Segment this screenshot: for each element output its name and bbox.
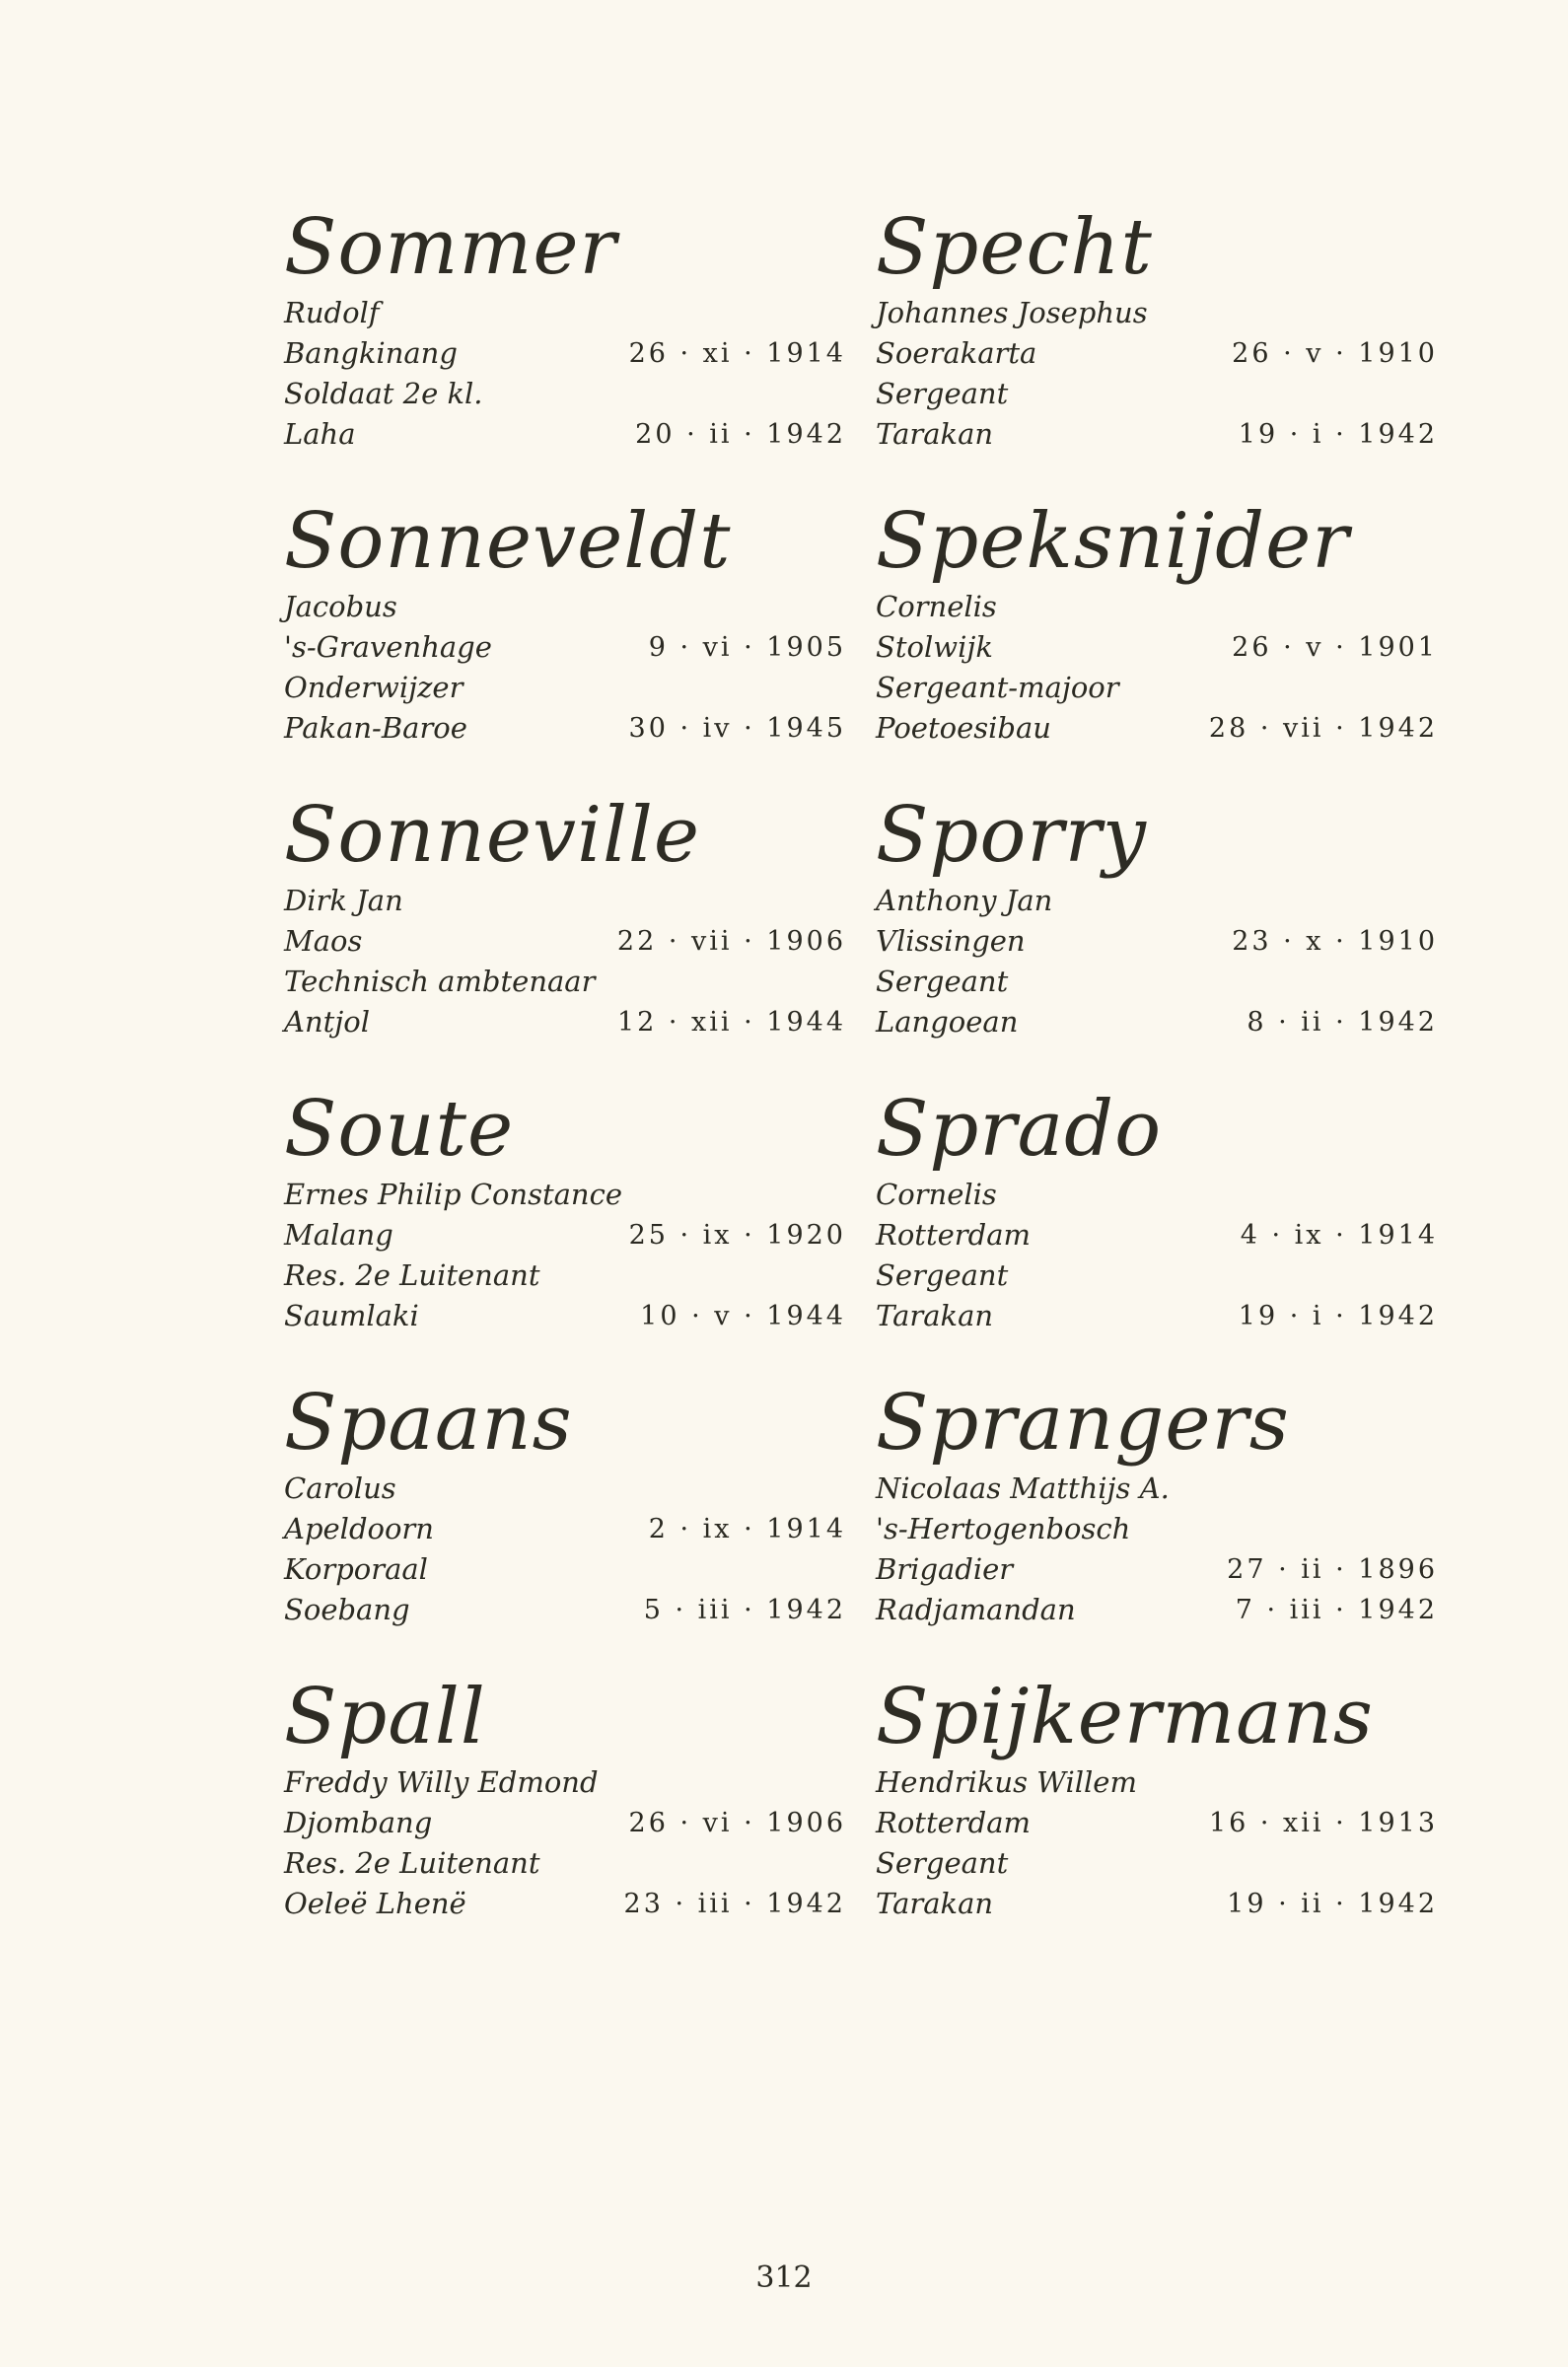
memorial-entry (876, 1378, 1458, 1672)
death-line (876, 1296, 1458, 1336)
rank: Brigadier (876, 1552, 1014, 1586)
death-line (284, 1002, 866, 1042)
memorial-entry (284, 202, 866, 496)
deathdate: 5 · iii · 1942 (643, 1595, 846, 1625)
birth-line (876, 1215, 1458, 1255)
deathdate: 30 · iv · 1945 (628, 713, 846, 744)
deathdate: 19 · i · 1942 (1238, 419, 1438, 450)
rank-line (876, 1549, 1458, 1590)
rank: Technisch ambtenaar (284, 965, 596, 998)
birth-line (284, 921, 866, 962)
birthdate: 22 · vii · 1906 (616, 926, 846, 957)
rank: Soldaat 2e kl. (284, 377, 483, 410)
birthdate: 26 · vi · 1906 (628, 1808, 846, 1838)
rank: Sergeant-majoor (876, 671, 1119, 704)
birth-line (284, 1509, 866, 1549)
birth-line (876, 333, 1458, 374)
birthdate: 4 · ix · 1914 (1240, 1220, 1438, 1251)
memorial-entry (284, 1672, 866, 1966)
birthdate: 25 · ix · 1920 (628, 1220, 846, 1251)
memorial-entry (284, 496, 866, 790)
deathplace: Laha (284, 417, 356, 451)
page-number: 312 (755, 2260, 813, 2295)
birth-line (284, 627, 866, 668)
rank: Korporaal (284, 1552, 428, 1586)
surname: Sonneveldt (284, 497, 732, 586)
birthdate: 27 · ii · 1896 (1227, 1554, 1438, 1585)
deathplace: Antjol (284, 1005, 370, 1039)
surname: Sprado (876, 1085, 1163, 1174)
surname: Spijkermans (876, 1673, 1374, 1761)
memorial-entry (876, 1672, 1458, 1966)
right-column (876, 202, 1458, 1966)
deathdate: 7 · iii · 1942 (1235, 1595, 1438, 1625)
birth-line (876, 921, 1458, 962)
deathplace: Soebang (284, 1593, 410, 1626)
memorial-entry (284, 1378, 866, 1672)
birthplace: Soerakarta (876, 336, 1037, 370)
birthplace: Vlissingen (876, 924, 1026, 958)
deathplace: Poetoesibau (876, 711, 1051, 745)
rank: Res. 2e Luitenant (284, 1846, 540, 1880)
deathplace: Tarakan (876, 417, 994, 451)
surname: Sommer (284, 203, 617, 292)
death-line (284, 1884, 866, 1924)
death-line (876, 414, 1458, 455)
deathdate: 19 · i · 1942 (1238, 1301, 1438, 1331)
birthplace: Apeldoorn (284, 1512, 434, 1545)
deathdate: 28 · vii · 1942 (1208, 713, 1438, 744)
given-names: Johannes Josephus (876, 296, 1148, 329)
death-line (876, 1884, 1458, 1924)
memorial-entry (284, 1084, 866, 1378)
given-names: Carolus (284, 1471, 396, 1505)
birth-line (284, 333, 866, 374)
deathplace: Langoean (876, 1005, 1019, 1039)
rank: Sergeant (876, 1846, 1009, 1880)
birthdate: 23 · x · 1910 (1232, 926, 1438, 957)
given-names: Hendrikus Willem (876, 1765, 1137, 1799)
birthplace: Djombang (284, 1806, 433, 1839)
birthdate: 2 · ix · 1914 (648, 1514, 846, 1544)
memorial-entry (284, 790, 866, 1084)
given-names: Freddy Willy Edmond (284, 1765, 599, 1799)
birthplace: 's-Gravenhage (284, 630, 492, 664)
deathplace: Radjamandan (876, 1593, 1076, 1626)
surname: Sprangers (876, 1379, 1290, 1468)
death-line (284, 414, 866, 455)
surname: Speksnijder (876, 497, 1350, 586)
death-line (284, 708, 866, 749)
birthdate: 26 · v · 1901 (1232, 632, 1438, 663)
deathplace: Pakan-Baroe (284, 711, 467, 745)
deathdate: 12 · xii · 1944 (616, 1007, 846, 1038)
death-line (876, 1002, 1458, 1042)
birth-line (876, 627, 1458, 668)
surname: Specht (876, 203, 1153, 292)
surname: Soute (284, 1085, 515, 1174)
given-names: Nicolaas Matthijs A. (876, 1471, 1170, 1505)
rank: Sergeant (876, 1258, 1009, 1292)
birthplace: Rotterdam (876, 1218, 1031, 1252)
birthdate: 16 · xii · 1913 (1208, 1808, 1438, 1838)
birthplace: Malang (284, 1218, 393, 1252)
deathdate: 8 · ii · 1942 (1247, 1007, 1438, 1038)
rank: Onderwijzer (284, 671, 463, 704)
birthdate: 26 · xi · 1914 (628, 338, 846, 369)
rank: Sergeant (876, 965, 1009, 998)
birth-line (876, 1803, 1458, 1843)
birthplace: Stolwijk (876, 630, 993, 664)
memorial-entry (876, 496, 1458, 790)
surname: Sporry (876, 791, 1147, 880)
deathplace: Oeleë Lhenë (284, 1887, 466, 1920)
birthplace: Rotterdam (876, 1806, 1031, 1839)
birth-line (284, 1215, 866, 1255)
rank: Res. 2e Luitenant (284, 1258, 540, 1292)
given-names: Cornelis (876, 1178, 997, 1211)
deathdate: 23 · iii · 1942 (623, 1889, 846, 1919)
rank: Sergeant (876, 377, 1009, 410)
surname: Spall (284, 1673, 486, 1761)
deathplace: Saumlaki (284, 1299, 419, 1332)
deathplace: Tarakan (876, 1299, 994, 1332)
death-line (876, 708, 1458, 749)
given-names: Jacobus (284, 590, 397, 623)
birthdate: 26 · v · 1910 (1232, 338, 1438, 369)
surname: Sonneville (284, 791, 701, 880)
deathdate: 19 · ii · 1942 (1227, 1889, 1438, 1919)
surname: Spaans (284, 1379, 573, 1468)
given-names: Ernes Philip Constance (284, 1178, 623, 1211)
birthplace: Maos (284, 924, 363, 958)
birthplace: Bangkinang (284, 336, 458, 370)
death-line (284, 1296, 866, 1336)
birthplace-line (876, 1509, 1458, 1549)
memorial-entry (876, 1084, 1458, 1378)
death-line (876, 1590, 1458, 1630)
given-names: Anthony Jan (876, 884, 1053, 917)
given-names: Dirk Jan (284, 884, 403, 917)
deathplace: Tarakan (876, 1887, 994, 1920)
memorial-entry (876, 790, 1458, 1084)
memorial-entry (876, 202, 1458, 496)
death-line (284, 1590, 866, 1630)
birthplace: 's-Hertogenbosch (876, 1512, 1131, 1545)
left-column (284, 202, 866, 1966)
given-names: Rudolf (284, 296, 380, 329)
birthdate: 9 · vi · 1905 (648, 632, 846, 663)
deathdate: 10 · v · 1944 (640, 1301, 846, 1331)
deathdate: 20 · ii · 1942 (635, 419, 846, 450)
given-names: Cornelis (876, 590, 997, 623)
birth-line (284, 1803, 866, 1843)
